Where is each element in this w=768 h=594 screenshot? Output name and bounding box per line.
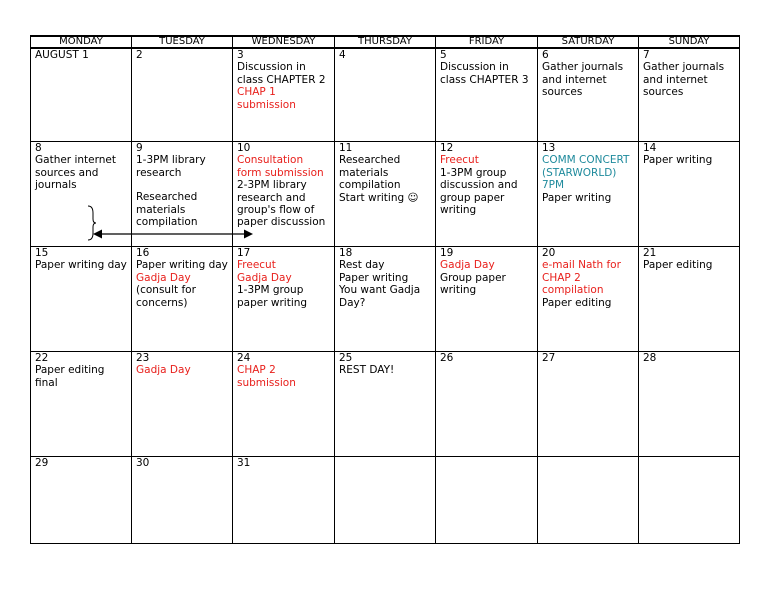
- date-number: 11: [339, 142, 353, 154]
- day-cell: [233, 247, 335, 352]
- date-number: 7: [643, 49, 650, 61]
- double-arrow-icon: [93, 228, 253, 240]
- day-cell: [335, 48, 436, 142]
- day-cell: [31, 457, 132, 544]
- day-cell: [436, 142, 538, 247]
- date-number: 26: [440, 352, 454, 364]
- day-cell: [639, 247, 740, 352]
- date-number: 3: [237, 49, 244, 61]
- spacer: [136, 179, 228, 191]
- event-text: e-mail Nath for CHAP 2 compilation: [542, 259, 625, 297]
- week-row: [31, 48, 740, 142]
- day-cell: [436, 48, 538, 142]
- day-cell: [538, 142, 639, 247]
- event-text: CHAP 1 submission: [237, 86, 296, 111]
- calendar-table: [30, 35, 740, 544]
- event-text: Freecut: [440, 154, 479, 167]
- event-text: Researched materials compilation: [339, 154, 404, 192]
- date-number: 15: [35, 247, 49, 259]
- date-number: AUGUST 1: [35, 49, 89, 61]
- event-text: Discussion in class CHAPTER 3: [440, 61, 529, 86]
- event-text: Paper writing day: [136, 259, 228, 272]
- day-cell: [233, 352, 335, 457]
- event-text: Start writing ☺: [339, 191, 419, 204]
- date-number: 23: [136, 352, 150, 364]
- day-cell: [132, 48, 233, 142]
- date-number: 18: [339, 247, 353, 259]
- event-text: Gather internet sources and journals: [35, 154, 120, 192]
- day-cell: [538, 48, 639, 142]
- day-cell: [132, 247, 233, 352]
- event-text: COMM CONCERT (STARWORLD) 7PM: [542, 154, 633, 192]
- day-cell: [31, 352, 132, 457]
- event-text: Paper editing: [542, 296, 612, 309]
- event-text: Gadja Day: [136, 271, 191, 284]
- day-cell: [538, 352, 639, 457]
- day-cell: [335, 142, 436, 247]
- date-number: 14: [643, 142, 657, 154]
- event-text: Paper editing: [643, 259, 713, 272]
- date-number: 21: [643, 247, 657, 259]
- day-header-tuesday: TUESDAY: [132, 36, 233, 48]
- date-number: 17: [237, 247, 251, 259]
- day-header-sunday: SUNDAY: [639, 36, 740, 48]
- event-text: Freecut: [237, 259, 276, 272]
- date-number: 29: [35, 457, 49, 469]
- date-number: 9: [136, 142, 143, 154]
- day-header-saturday: SATURDAY: [538, 36, 639, 48]
- day-cell: [436, 457, 538, 544]
- day-cell: [639, 48, 740, 142]
- day-cell: [538, 457, 639, 544]
- day-cell: [335, 247, 436, 352]
- event-text: Paper editing final: [35, 364, 108, 389]
- event-text: Paper writing: [643, 154, 713, 167]
- day-header-friday: FRIDAY: [436, 36, 538, 48]
- day-cell: [132, 352, 233, 457]
- event-text: Gather journals and internet sources: [643, 61, 728, 99]
- event-text: CHAP 2 submission: [237, 364, 296, 389]
- day-cell: [233, 457, 335, 544]
- day-cell: [436, 247, 538, 352]
- day-cell: [639, 352, 740, 457]
- event-text: Gather journals and internet sources: [542, 61, 627, 99]
- day-cell: [233, 48, 335, 142]
- week-row: [31, 352, 740, 457]
- date-number: 16: [136, 247, 150, 259]
- event-text: Consultation form submission: [237, 154, 324, 179]
- date-number: 8: [35, 142, 42, 154]
- date-number: 28: [643, 352, 657, 364]
- week-row: [31, 247, 740, 352]
- day-header-thursday: THURSDAY: [335, 36, 436, 48]
- day-cell: [538, 247, 639, 352]
- day-header-monday: MONDAY: [31, 36, 132, 48]
- day-cell: [335, 352, 436, 457]
- date-number: 5: [440, 49, 447, 61]
- date-number: 31: [237, 457, 251, 469]
- event-text: 1-3PM library research: [136, 154, 210, 179]
- event-text: Gadja Day: [136, 364, 191, 377]
- event-text: Paper writing day: [35, 259, 127, 272]
- event-text: Paper writing: [339, 271, 409, 284]
- date-number: 25: [339, 352, 353, 364]
- day-cell: [335, 457, 436, 544]
- date-number: 2: [136, 49, 143, 61]
- event-text: Gadja Day: [237, 271, 292, 284]
- day-header-wednesday: WEDNESDAY: [233, 36, 335, 48]
- date-number: 30: [136, 457, 150, 469]
- date-number: 22: [35, 352, 49, 364]
- date-number: 24: [237, 352, 251, 364]
- date-number: 10: [237, 142, 251, 154]
- event-text: (consult for concerns): [136, 284, 200, 309]
- day-cell: [639, 457, 740, 544]
- date-number: 12: [440, 142, 454, 154]
- date-number: 13: [542, 142, 556, 154]
- day-cell: [31, 48, 132, 142]
- event-text: Researched materials compilation: [136, 191, 201, 229]
- event-text: Group paper writing: [440, 271, 510, 297]
- day-cell: [31, 247, 132, 352]
- weekday-header-row: [31, 36, 740, 48]
- date-number: 19: [440, 247, 454, 259]
- event-text: Paper writing: [542, 191, 612, 204]
- event-text: REST DAY!: [339, 364, 395, 377]
- date-number: 27: [542, 352, 556, 364]
- date-number: 20: [542, 247, 556, 259]
- event-text: Discussion in class CHAPTER 2: [237, 61, 326, 86]
- event-text: Gadja Day: [440, 259, 495, 272]
- event-text: 1-3PM group discussion and group paper writing: [440, 166, 521, 217]
- event-text: 1-3PM group paper writing: [237, 284, 308, 309]
- day-cell: [436, 352, 538, 457]
- event-text: 2-3PM library research and group's flow of paper discussion: [237, 179, 326, 229]
- event-text: You want Gadja Day?: [339, 284, 424, 309]
- date-number: 4: [339, 49, 346, 61]
- week-row: [31, 457, 740, 544]
- day-cell: [639, 142, 740, 247]
- day-cell: [132, 457, 233, 544]
- date-number: 6: [542, 49, 549, 61]
- event-text: Rest day: [339, 259, 385, 272]
